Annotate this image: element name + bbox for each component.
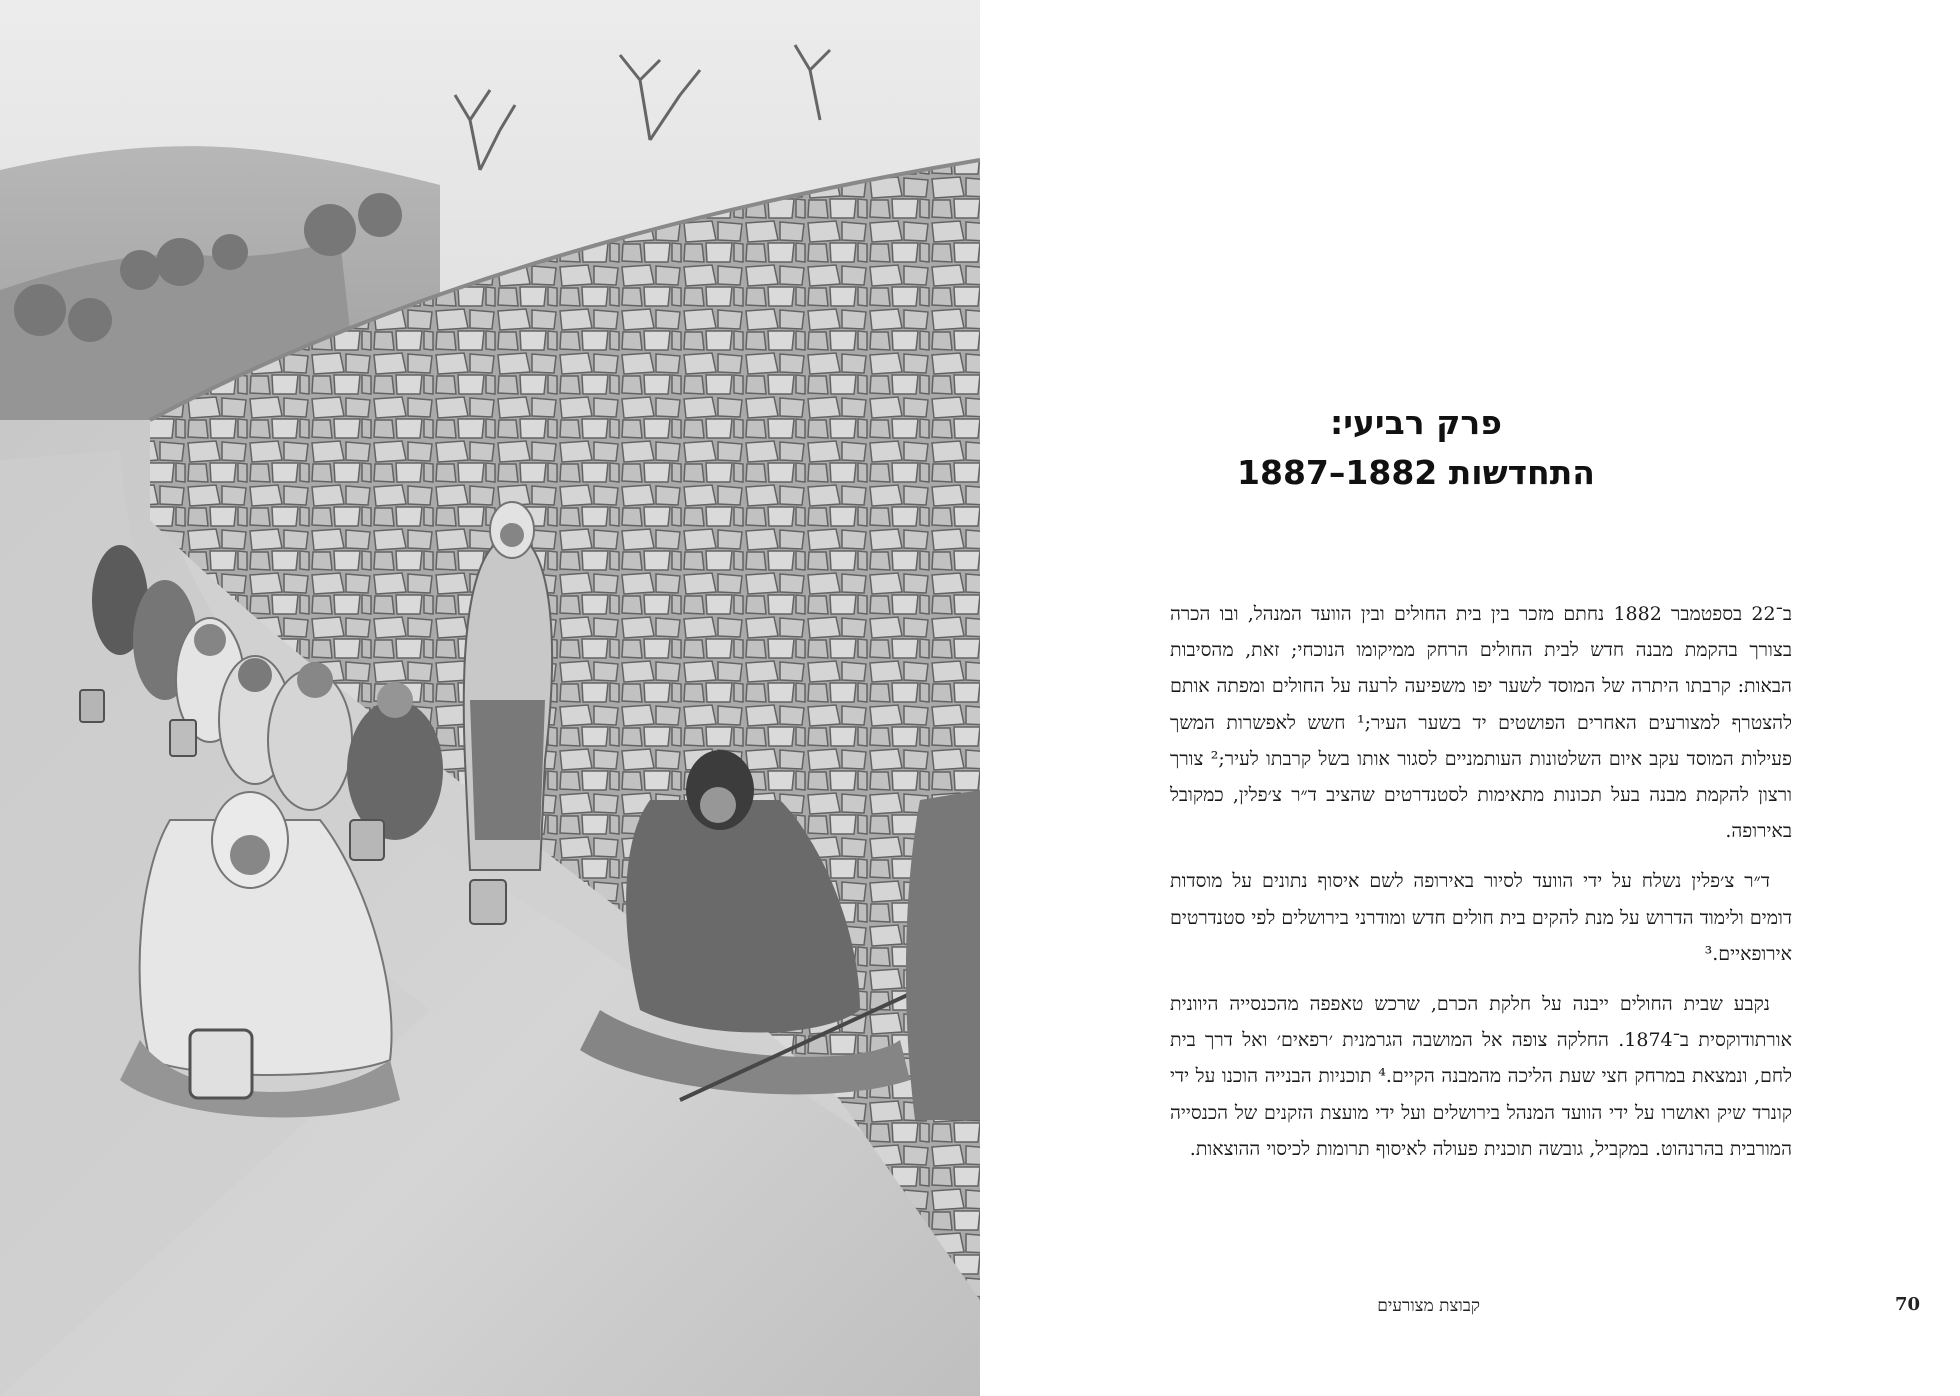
paragraph-3: נקבע שבית החולים ייבנה על חלקת הכרם, שרכש טאפפה מהכנסייה היוונית אורתודוקסית ב־1874. החלקה צופה אל המושבה הגרמנית ׳רפאים׳ ואל דרך בית לחם, ונמצאת במרחק חצי שעת הליכה מהמבנה הקיים.⁴ תוכניות הבנייה הוכנו על ידי קונרד שיק ואושרו על ידי הוועד המנהל בירושלים ועל ידי מועצת הזקנים של הכנסייה המורבית בהרנהוט. במקביל, גובשה תוכנית פעולה לאיסוף תרומות לכיסוי ההוצאות. xyxy=(1170,993,1792,1160)
chapter-title-line-1: פרק רביעי: xyxy=(1330,403,1502,442)
chapter-title-line-2: התחדשות 1882–1887 xyxy=(1237,453,1595,492)
chapter-body xyxy=(1170,596,1792,1181)
paragraph-2: ד״ר צ׳פלין נשלח על ידי הוועד לסיור באירופה לשם איסוף נתונים על מוסדות דומים ולימוד הדרוש על מנת להקים בית חולים חדש ומודרני בירושלים לפי סטנדרטים אירופאיים.³ xyxy=(1170,870,1792,965)
text-page xyxy=(980,0,1960,1396)
page-number: 70 xyxy=(1894,1294,1920,1315)
chapter-title xyxy=(1180,398,1652,498)
paragraph-1: ב־22 בספטמבר 1882 נחתם מזכר בין בית החולים ובין הוועד המנהל, ובו הכרה בצורך בהקמת מבנה חדש לבית החולים הרחק ממיקומו הנוכחי; זאת, מהסיבות הבאות: קרבתו היתרה של המוסד לשער יפו משפיעה לרעה על החולים ומפתה אותם להצטרף למצורעים האחרים הפושטים יד בשער העיר;¹ חשש לאפשרות המשך פעילות המוסד עקב איום השלטונות העותמניים לסגור אותו בשל קרבתו לעיר;² צורך ורצון להקמת מבנה בעל תכונות מתאימות לסטנדרטים שהציב ד״ר צ׳פלין, כמקובל באירופה. xyxy=(1170,603,1792,843)
running-title: קבוצת מצורעים xyxy=(1377,1296,1480,1316)
